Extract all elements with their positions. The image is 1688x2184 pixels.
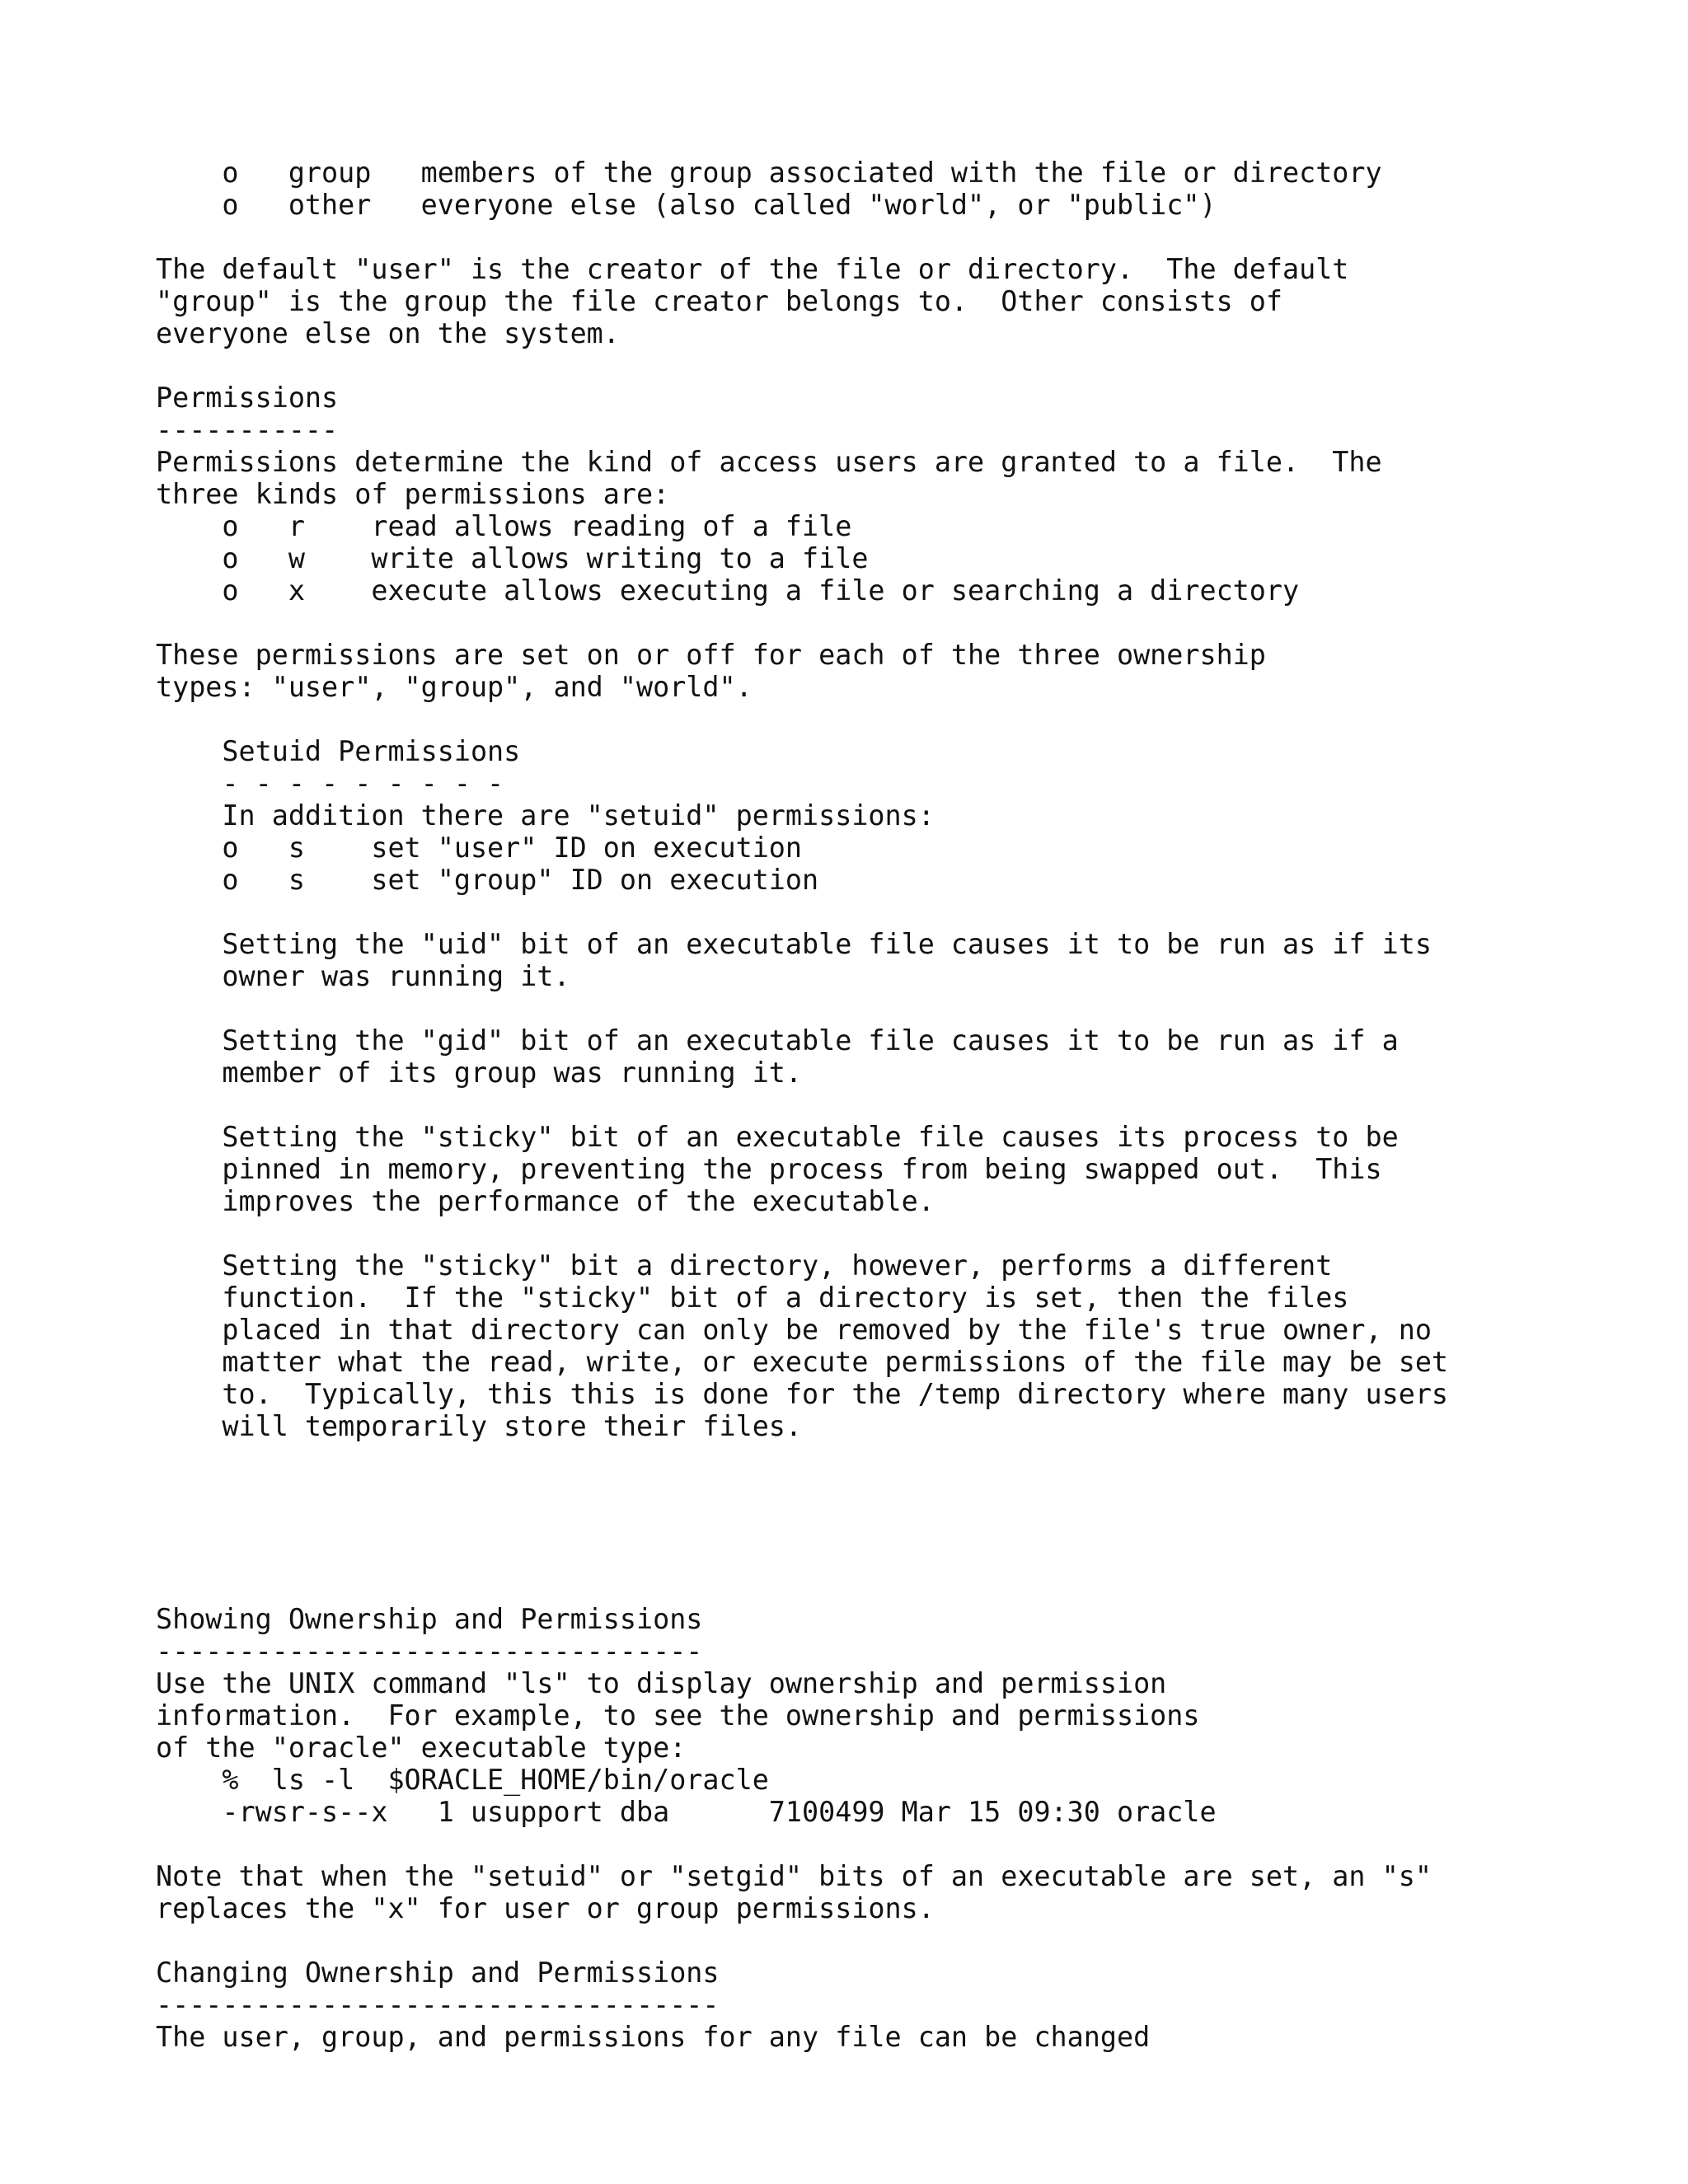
text-line: Note that when the "setuid" or "setgid" bits of an executable are set, an "s" <box>156 1860 1432 1892</box>
blank-line <box>156 1924 1656 1957</box>
blank-line <box>156 703 1656 735</box>
section-heading: Changing Ownership and Permissions <box>156 1957 720 1989</box>
list-item: o s set "group" ID on execution <box>156 864 819 896</box>
text-line: to. Typically, this this is done for the /temp directory where many users <box>156 1378 1449 1410</box>
text-line: The default "user" is the creator of the file or directory. The default <box>156 253 1349 285</box>
blank-line <box>156 1089 1656 1121</box>
blank-line <box>156 1571 1656 1603</box>
text-line: information. For example, to see the ownership and permissions <box>156 1699 1200 1732</box>
text-line: In addition there are "setuid" permissions: <box>156 799 935 832</box>
blank-line <box>156 1507 1656 1539</box>
command-output: -rwsr-s--x 1 usupport dba 7100499 Mar 15 09:30 oracle <box>156 1796 1217 1828</box>
text-line: improves the performance of the executable. <box>156 1185 935 1217</box>
heading-underline: --------------------------------- <box>156 1635 703 1667</box>
blank-line <box>156 221 1656 253</box>
blank-line <box>156 992 1656 1024</box>
text-line: Setting the "uid" bit of an executable file causes it to be run as if its <box>156 928 1432 960</box>
text-line: types: "user", "group", and "world". <box>156 671 753 703</box>
list-item: o x execute allows executing a file or searching a directory <box>156 574 1300 607</box>
text-line: owner was running it. <box>156 960 570 992</box>
text-line: replaces the "x" for user or group permissions. <box>156 1892 935 1924</box>
blank-line <box>156 1828 1656 1860</box>
subsection-heading: Setuid Permissions <box>156 735 521 767</box>
text-line: Setting the "gid" bit of an executable file causes it to be run as if a <box>156 1024 1399 1057</box>
text-line: Setting the "sticky" bit of an executable file causes its process to be <box>156 1121 1399 1153</box>
blank-line <box>156 607 1656 639</box>
blank-line <box>156 1217 1656 1249</box>
text-line: o group members of the group associated with the file or directory <box>156 157 1382 189</box>
document-text <box>156 157 1656 2053</box>
section-heading: Showing Ownership and Permissions <box>156 1603 703 1635</box>
heading-underline: ---------------------------------- <box>156 1989 720 2021</box>
text-line: Permissions determine the kind of access users are granted to a file. The <box>156 446 1382 478</box>
text-line: of the "oracle" executable type: <box>156 1732 687 1764</box>
text-line: "group" is the group the file creator belongs to. Other consists of <box>156 285 1282 317</box>
command-line: % ls -l $ORACLE_HOME/bin/oracle <box>156 1764 769 1796</box>
text-line: will temporarily store their files. <box>156 1410 803 1442</box>
blank-line <box>156 349 1656 382</box>
list-item: o s set "user" ID on execution <box>156 832 803 864</box>
text-line: These permissions are set on or off for each of the three ownership <box>156 639 1266 671</box>
text-line: everyone else on the system. <box>156 317 620 349</box>
text-line: Setting the "sticky" bit a directory, however, performs a different <box>156 1249 1333 1282</box>
blank-line <box>156 1474 1656 1507</box>
heading-underline: ----------- <box>156 414 339 446</box>
section-heading: Permissions <box>156 382 339 414</box>
heading-underline: - - - - - - - - - <box>156 767 504 799</box>
text-line: The user, group, and permissions for any file can be changed <box>156 2021 1151 2053</box>
list-item: o r read allows reading of a file <box>156 510 852 542</box>
list-item: o w write allows writing to a file <box>156 542 869 574</box>
blank-line <box>156 1442 1656 1474</box>
text-line: matter what the read, write, or execute permissions of the file may be set <box>156 1346 1449 1378</box>
text-line: function. If the "sticky" bit of a directory is set, then the files <box>156 1282 1349 1314</box>
text-line: Use the UNIX command "ls" to display ownership and permission <box>156 1667 1167 1699</box>
text-line: pinned in memory, preventing the process from being swapped out. This <box>156 1153 1382 1185</box>
blank-line <box>156 1539 1656 1571</box>
text-line: o other everyone else (also called "world", or "public") <box>156 189 1217 221</box>
text-line: placed in that directory can only be removed by the file's true owner, no <box>156 1314 1432 1346</box>
blank-line <box>156 896 1656 928</box>
text-line: member of its group was running it. <box>156 1057 803 1089</box>
text-line: three kinds of permissions are: <box>156 478 670 510</box>
